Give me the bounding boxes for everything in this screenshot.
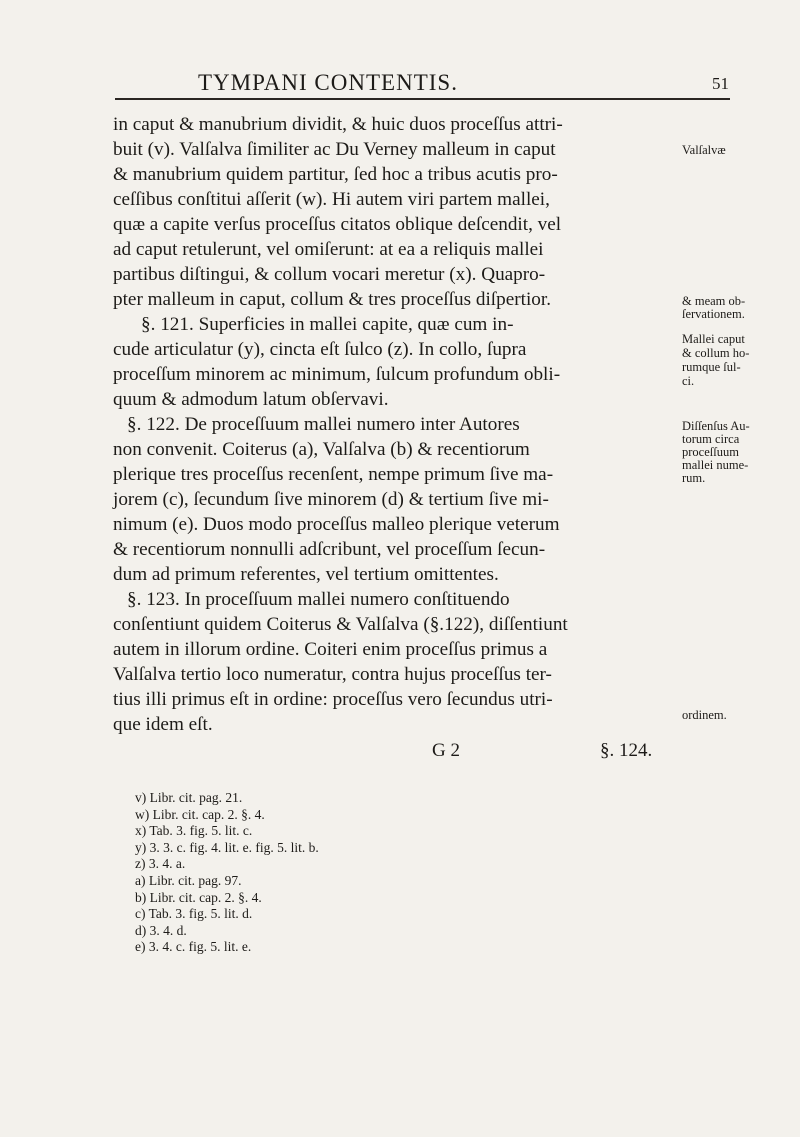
footnotes <box>135 790 735 956</box>
section-121-start: §. 121. Superficies in mallei capite, quæ cum in- <box>141 314 514 335</box>
footnote: c) Tab. 3. fig. 5. lit. d. <box>135 906 253 922</box>
margin-note: ſervationem. <box>682 307 745 321</box>
section-123-start: §. 123. In proceſſuum mallei numero conſtituendo <box>127 589 510 610</box>
body-line: dum ad primum referentes, vel tertium omittentes. <box>113 564 499 585</box>
body-line: & manubrium quidem partitur, ſed hoc a tribus acutis pro- <box>113 164 558 185</box>
footnote: e) 3. 4. c. fig. 5. lit. e. <box>135 939 252 955</box>
body-text <box>113 112 673 737</box>
body-line: ceſſibus conſtitui aſſerit (w). Hi autem viri partem mallei, <box>113 189 550 210</box>
body-line: quæ a capite verſus proceſſus citatos oblique deſcendit, vel <box>113 214 562 235</box>
page-number: 51 <box>712 74 729 93</box>
body-line: que idem eſt. <box>113 714 213 735</box>
footnote: b) Libr. cit. cap. 2. §. 4. <box>135 889 262 905</box>
footnote: y) 3. 3. c. fig. 4. lit. e. fig. 5. lit. b. <box>135 839 319 855</box>
margin-note: torum circa <box>682 432 740 446</box>
body-line: buit (v). Valſalva ſimiliter ac Du Verney malleum in caput <box>113 139 556 160</box>
body-line: autem in illorum ordine. Coiteri enim proceſſus primus a <box>113 639 548 660</box>
margin-note: ordinem. <box>682 708 727 722</box>
footnote: v) Libr. cit. pag. 21. <box>135 790 243 805</box>
margin-note: proceſſuum <box>682 445 739 459</box>
margin-note: & collum ho- <box>682 346 750 360</box>
section-122-start: §. 122. De proceſſuum mallei numero inter Autores <box>127 414 520 435</box>
body-line: in caput & manubrium dividit, & huic duos proceſſus attri- <box>113 114 563 135</box>
signature-mark: G 2 <box>432 740 460 761</box>
running-title: TYMPANI CONTENTIS. <box>198 70 458 95</box>
body-line: quum & admodum latum obſervavi. <box>113 389 389 410</box>
footnote: w) Libr. cit. cap. 2. §. 4. <box>135 806 265 822</box>
body-line: & recentiorum nonnulli adſcribunt, vel proceſſum ſecun- <box>113 539 546 560</box>
margin-note: mallei nume- <box>682 458 749 472</box>
margin-note: Mallei caput <box>682 332 745 346</box>
margin-note: ci. <box>682 374 695 388</box>
footnote: d) 3. 4. d. <box>135 922 187 938</box>
body-line: Valſalva tertio loco numeratur, contra hujus proceſſus ter- <box>113 664 552 685</box>
running-head <box>0 70 800 100</box>
body-line: proceſſum minorem ac minimum, ſulcum profundum obli- <box>113 364 561 385</box>
body-line: jorem (c), ſecundum ſive minorem (d) & tertium ſive mi- <box>113 489 549 510</box>
margin-note: rum. <box>682 471 706 485</box>
catchword: §. 124. <box>600 740 653 761</box>
margin-note: & meam ob- <box>682 294 746 308</box>
footnote: z) 3. 4. a. <box>135 856 186 872</box>
margin-note: Diſſenſus Au- <box>682 419 750 433</box>
footnote: a) Libr. cit. pag. 97. <box>135 872 242 888</box>
body-line: ad caput retulerunt, vel omiſerunt: at ea a reliquis mallei <box>113 239 544 260</box>
margin-note: Valſalvæ <box>682 143 726 157</box>
body-line: non convenit. Coiterus (a), Valſalva (b) & recentiorum <box>113 439 530 460</box>
body-line: plerique tres proceſſus recenſent, nempe primum ſive ma- <box>113 464 554 485</box>
margin-note: rumque ſul- <box>682 360 741 374</box>
body-line: nimum (e). Duos modo proceſſus malleo plerique veterum <box>113 514 560 535</box>
body-line: conſentiunt quidem Coiterus & Valſalva (§.122), diſſentiunt <box>113 614 568 635</box>
footnote: x) Tab. 3. fig. 5. lit. c. <box>135 823 253 839</box>
body-line: tius illi primus eſt in ordine: proceſſus vero ſecundus utri- <box>113 689 553 710</box>
body-line: cude articulatur (y), cincta eſt ſulco (z). In collo, ſupra <box>113 339 527 360</box>
body-line: partibus diſtingui, & collum vocari meretur (x). Quapro- <box>113 264 546 285</box>
body-line: pter malleum in caput, collum & tres proceſſus diſpertior. <box>113 289 552 310</box>
header-rule <box>115 98 730 100</box>
